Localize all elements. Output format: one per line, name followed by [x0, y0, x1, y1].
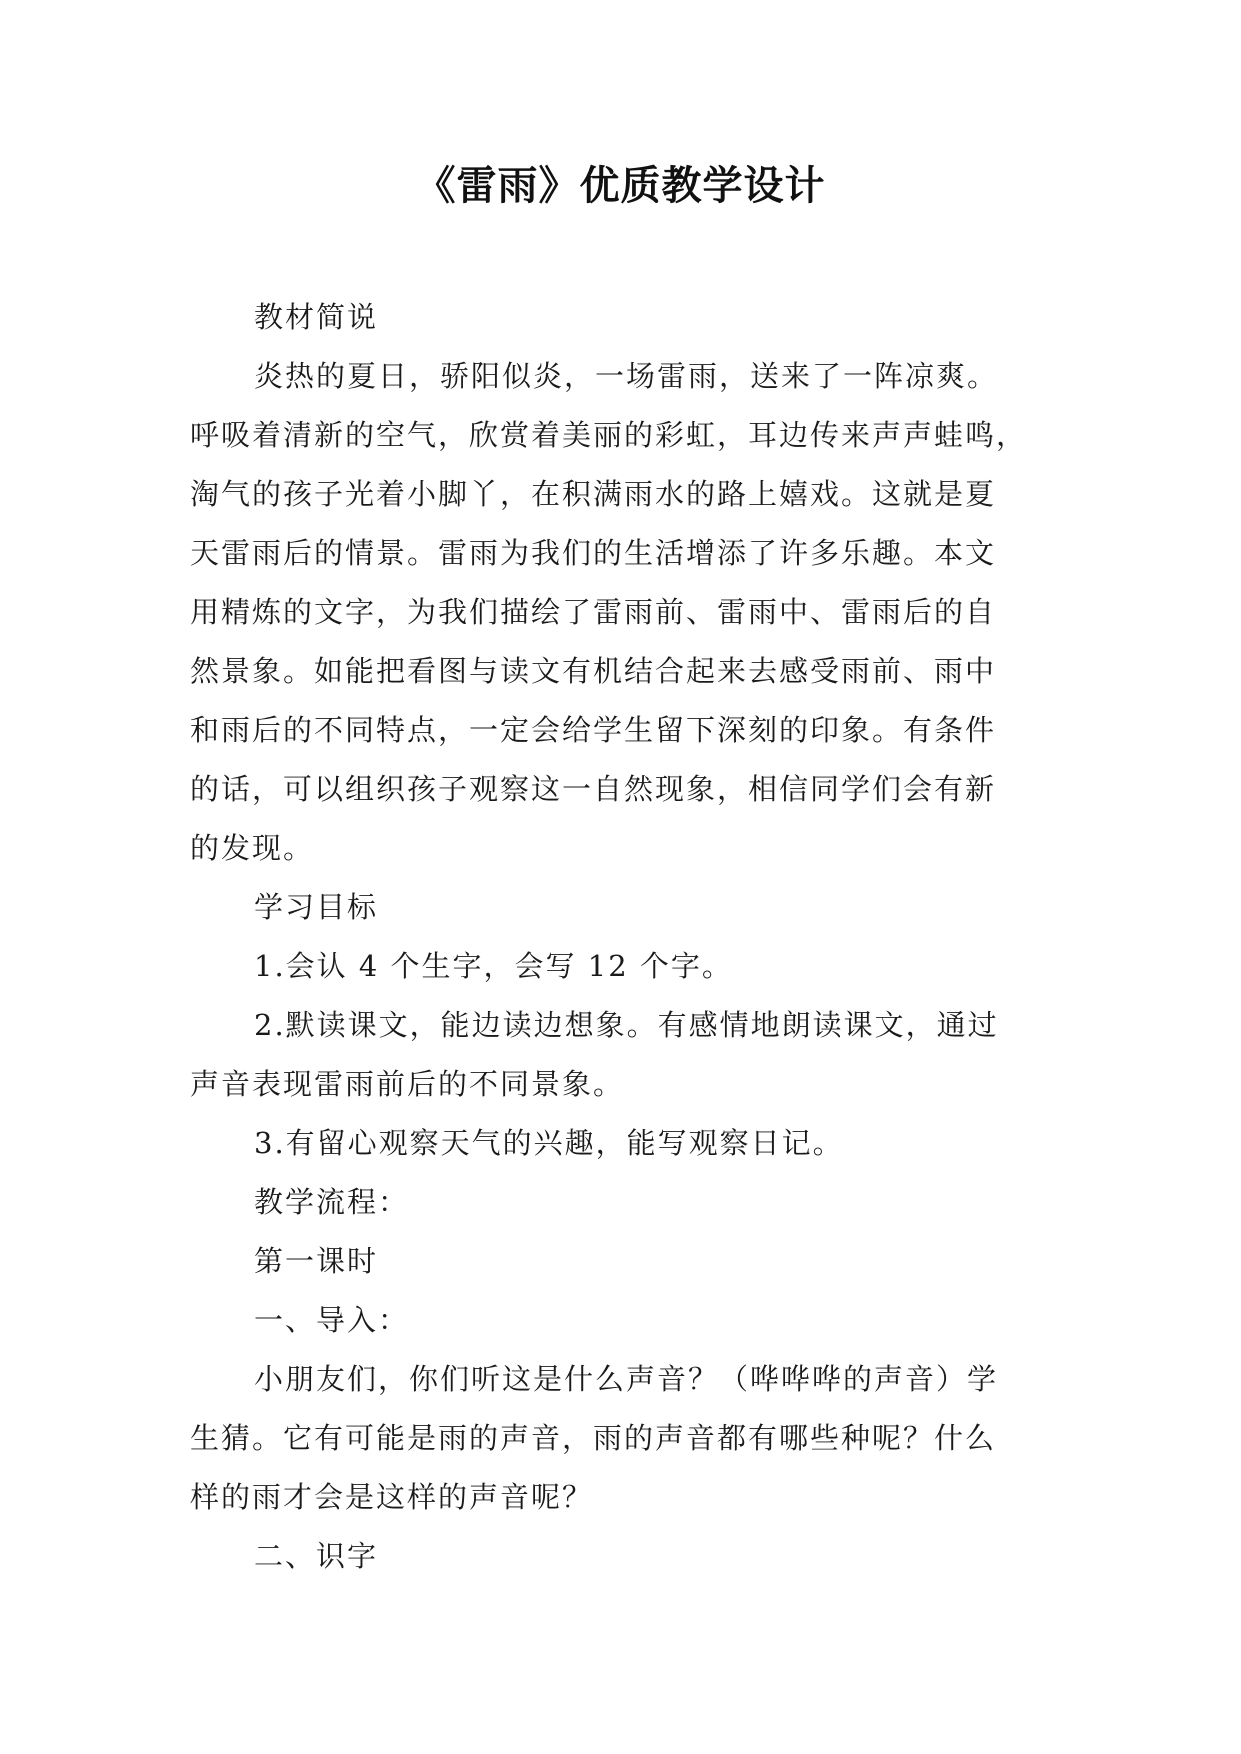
intro-line: 呼吸着清新的空气，欣赏着美丽的彩虹，耳边传来声声蛙鸣，	[190, 418, 1028, 452]
intro-line: 淘气的孩子光着小脚丫，在积满雨水的路上嬉戏。这就是夏	[190, 477, 997, 511]
goal-item-2-line: 声音表现雷雨前后的不同景象。	[190, 1067, 625, 1101]
intro-line: 用精炼的文字，为我们描绘了雷雨前、雷雨中、雷雨后的自	[190, 595, 997, 629]
step-1-line: 小朋友们，你们听这是什么声音？（哗哗哗的声音）学	[254, 1362, 999, 1396]
intro-line: 天雷雨后的情景。雷雨为我们的生活增添了许多乐趣。本文	[190, 536, 997, 570]
section-heading-process: 教学流程：	[254, 1185, 410, 1219]
intro-line: 炎热的夏日，骄阳似炎，一场雷雨，送来了一阵凉爽。	[254, 359, 999, 393]
step-1-line: 生猜。它有可能是雨的声音，雨的声音都有哪些种呢？什么	[190, 1421, 997, 1455]
intro-line: 的发现。	[190, 831, 315, 865]
document-body	[190, 288, 1050, 1586]
intro-line: 然景象。如能把看图与读文有机结合起来去感受雨前、雨中	[190, 654, 997, 688]
step-heading-2: 二、识字	[254, 1539, 379, 1573]
goal-item-2-line: 2.默读课文，能边读边想象。有感情地朗读课文，通过	[254, 1008, 999, 1042]
section-heading-goals: 学习目标	[254, 890, 379, 924]
step-1-line: 样的雨才会是这样的声音呢？	[190, 1480, 594, 1514]
goal-item-3: 3.有留心观察天气的兴趣，能写观察日记。	[254, 1126, 844, 1160]
step-heading-1: 一、导入：	[254, 1303, 410, 1337]
intro-line: 和雨后的不同特点，一定会给学生留下深刻的印象。有条件	[190, 713, 997, 747]
section-heading-intro: 教材简说	[254, 300, 379, 334]
document-title: 《雷雨》优质教学设计	[415, 163, 826, 209]
goal-item-1: 1.会认 4 个生字，会写 12 个字。	[254, 949, 733, 983]
intro-line: 的话，可以组织孩子观察这一自然现象，相信同学们会有新	[190, 772, 997, 806]
lesson-heading: 第一课时	[254, 1244, 379, 1278]
